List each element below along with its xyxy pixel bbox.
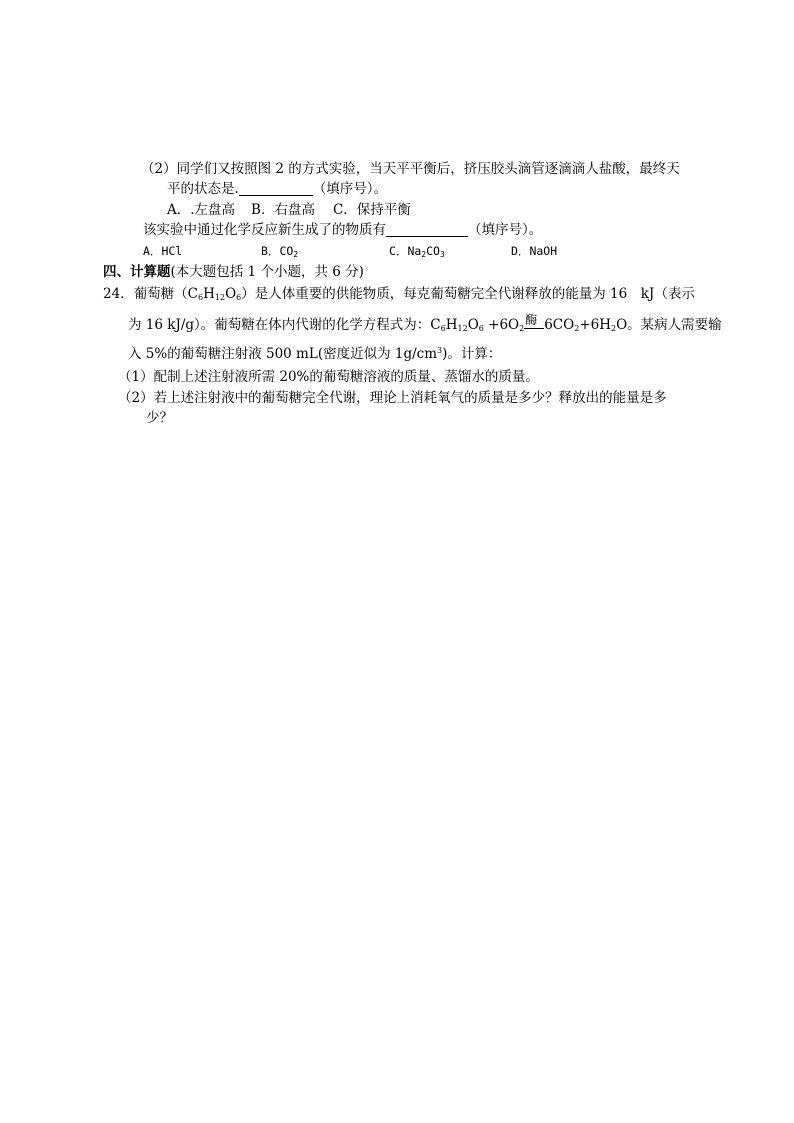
part-number: （2） <box>141 161 177 177</box>
section-note: (本大题包括 1 个小题，共 6 分) <box>170 264 364 280</box>
question-text: 同学们又按照图 2 的方式实验，当天平平衡后，挤压胶头滴管逐滴滴人盐酸，最终天 <box>176 161 680 177</box>
question-text: 该实验中通过化学反应新生成了的物质有 <box>143 222 386 238</box>
option-naoh: NaOH <box>529 244 558 258</box>
question-24-sub2-line1: （2）若上述注射液中的葡萄糖完全代谢，理论上消耗氧气的质量是多少？释放出的能量是多 <box>118 390 667 406</box>
question-24-sub2-line2: 少？ <box>146 410 173 426</box>
question-text: （填序号）。 <box>312 181 388 197</box>
section-heading <box>103 263 364 281</box>
options-row-1 <box>167 201 411 219</box>
option-hcl: HCl <box>161 244 183 258</box>
question-text: 平的状态是 <box>167 181 235 197</box>
question-24-line1: 24．葡萄糖$(C_6H_{12}O_6)$是人体重要的供能物质，每克葡萄糖完全代谢释放的能量为 16 kJ（表示 <box>103 286 695 302</box>
option-co2: $CO_2$ <box>279 244 299 259</box>
answer-blank[interactable] <box>239 181 313 196</box>
answer-blank[interactable] <box>386 222 468 237</box>
question-24-line2: 为 16 kJ/g）。葡萄糖在体内代谢的化学方程式为：$C_6H_{12}O_6 +6O_2$ 酶 $6CO_2+6H_2O$。某病人需要输 <box>128 313 722 333</box>
question-23-part2-line1 <box>141 160 680 178</box>
option-na2co3: $Na_2CO_3$ <box>407 244 445 259</box>
question-text: （填序号）。 <box>468 222 543 238</box>
option-c: C．保持平衡 <box>332 202 411 218</box>
question-23-part2-line2: 平的状态是. （填序号）。 <box>167 181 388 197</box>
question-23-line4 <box>143 221 542 239</box>
question-24-sub1: （1）配制上述注射液所需 20%的葡萄糖溶液的质量、蒸馏水的质量。 <box>118 369 539 385</box>
document-page: （2）同学们又按照图 2 的方式实验，当天平平衡后，挤压胶头滴管逐滴滴人盐酸，最终天 平的状态是. （填序号）。 A．.左盘高 B．右盘高 C．保持平衡 该实验中通过化学反应新生成了的物质有 （填序号）。 A．HCl B．$CO_2$ C．$Na_2CO_3$ D．NaOH 四、计算题(本大题包括 1 个小题，共 6 分) 24．葡萄糖$(C_6H_{12}O_6)$是人体重要的供能物质，每克葡萄糖完全代谢释放的能量为 16 kJ（表示 为 16 kJ/g）。葡萄糖在体内代谢的化学方程式为：$C_6H_{12}O_6 +6O_2$ 酶 $6CO_2+6H_2O$。某病人需要输 入 5%的葡萄糖注射液 500 mL(密度近似为 $1g/cm^3$)。计算： （1）配制上述注射液所需 20%的葡萄糖溶液的质量、蒸馏水的质量。 （2）若上述注射液中的葡萄糖完全代谢，理论上消耗氧气的质量是多少？释放出的能量是多 少？ <box>103 161 722 426</box>
reaction-condition: 酶 <box>524 316 544 334</box>
question-24-line3: 入 5%的葡萄糖注射液 500 mL(密度近似为 $1g/cm^3$)。计算： <box>128 346 502 362</box>
option-b: B．右盘高 <box>251 202 315 218</box>
question-number: 24． <box>103 286 134 302</box>
option-a: A．.左盘高 <box>167 202 236 218</box>
section-title: 四、计算题 <box>103 264 171 280</box>
